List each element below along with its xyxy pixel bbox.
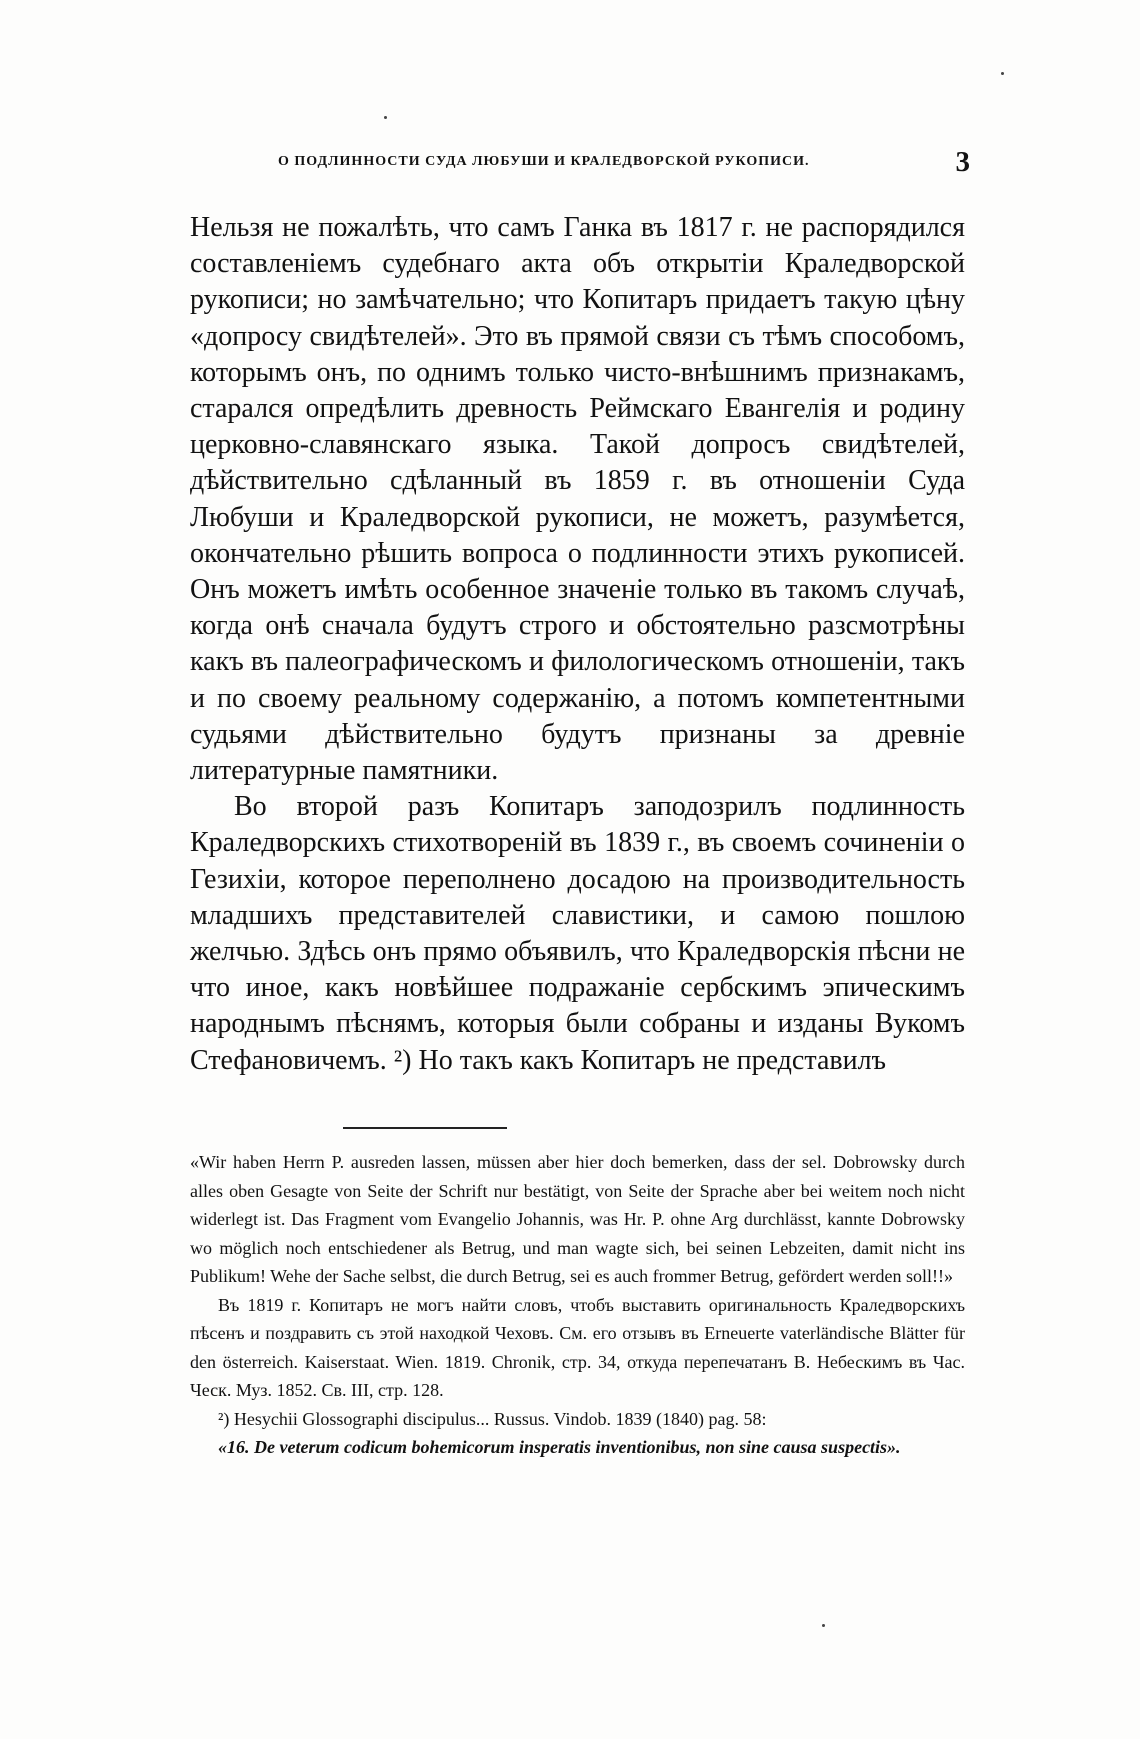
ink-speck: [822, 1624, 825, 1627]
paragraph-1: Нельзя не пожалѣть, что самъ Ганка въ 1817 г. не распорядился составленіемъ судебнаго акта объ открытіи Краледворской рукописи; но замѣчательно; что Копитаръ придаетъ такую цѣну «допросу свидѣтелей». Это въ прямой связи съ тѣмъ способомъ, которымъ онъ, по однимъ только чисто-внѣшнимъ признакамъ, старался опредѣлить древность Реймскаго Евангелія и родину церковно-славянскаго языка. Такой допросъ свидѣтелей, дѣйствительно сдѣланный въ 1859 г. въ отношеніи Суда Любуши и Краледворской рукописи, не можетъ, разумѣется, окончательно рѣшить вопроса о подлинности этихъ рукописей. Онъ можетъ имѣть особенное значеніе только въ такомъ случаѣ, когда онѣ сначала будутъ строго и обстоятельно разсмотрѣны какъ въ палеографическомъ и филологическомъ отношеніи, такъ и по своему реальному содержанію, а потомъ компетентными судьями дѣйствительно будутъ признаны за древніе литературные памятники.: [190, 212, 965, 787]
page-number: 3: [955, 146, 970, 178]
ink-speck: [1001, 72, 1004, 75]
running-title: О ПОДЛИННОСТИ СУДА ЛЮБУШИ И КРАЛЕДВОРСКОЙ РУКОПИСИ.: [278, 154, 810, 169]
main-text: [190, 210, 965, 1079]
footnote-2: ²) Hesychii Glossographi discipulus... Russus. Vindob. 1839 (1840) pag. 58:: [218, 1408, 767, 1429]
ink-speck: [384, 116, 387, 119]
footnote-separator: [343, 1127, 507, 1129]
paragraph-2: Во второй разъ Копитаръ заподозрилъ подлинность Краледворскихъ стихотвореній въ 1839 г., въ своемъ сочиненіи о Гезихіи, которое переполнено досадою на производительность младшихъ представителей славистики, и самою пошлою желчью. Здѣсь онъ прямо объявилъ, что Краледворскія пѣсни не что иное, какъ новѣйшее подражаніе сербскимъ эпическимъ народнымъ пѣснямъ, которыя были собраны и изданы Вукомъ Стефановичемъ. ²) Но такъ какъ Копитаръ не представилъ: [190, 791, 965, 1076]
footnote-quote: «Wir haben Herrn P. ausreden lassen, müssen aber hier doch bemerken, dass der sel. Dobrowsky durch alles oben Gesagte von Seite der Schrift nur bestätigt, von Seite der Sprache aber bei weitem noch nicht widerlegt ist. Das Fragment vom Evangelio Johannis, was Hr. P. ohne Arg durchlässt, kannte Dobrowsky wo möglich noch entschiedener als Betrug, und man wagte sich, bei seinen Lebzeiten, damit nicht ins Publikum! Wehe der Sache selbst, die durch Betrug, sei es auch frommer Betrug, gefördert werden soll!!»: [190, 1152, 965, 1286]
page-header: [190, 146, 970, 184]
footnote-2-citation: «16. De veterum codicum bohemicorum insperatis inventionibus, non sine causa suspectis».: [218, 1437, 901, 1457]
footnote-continuation: Въ 1819 г. Копитаръ не могъ найти словъ, чтобъ выставить оригинальность Краледворскихъ пѣсенъ и поздравить съ этой находкой Чеховъ. См. его отзывъ въ Erneuerte vaterländische Blätter für den österreich. Kaiserstaat. Wien. 1819. Chronik, стр. 34, откуда перепечатанъ В. Небескимъ въ Час. Ческ. Муз. 1852. Св. III, стр. 128.: [190, 1294, 965, 1400]
footnotes: [190, 1148, 965, 1462]
